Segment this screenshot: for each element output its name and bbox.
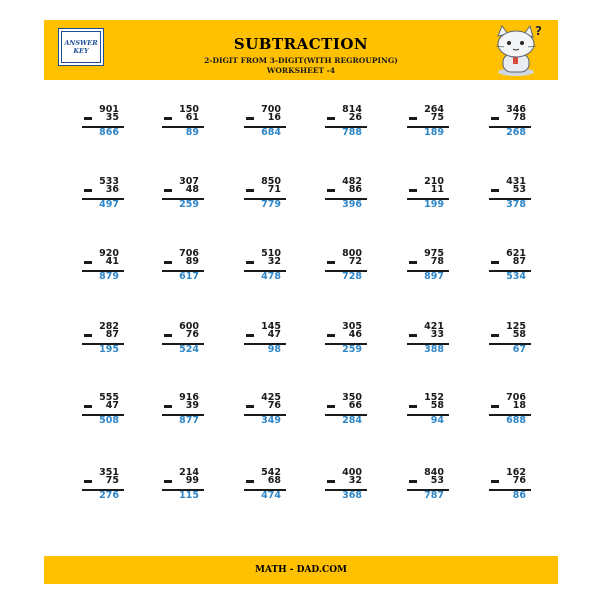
- minus-sign: [409, 480, 417, 483]
- minuend: 145: [261, 321, 281, 332]
- subtraction-problem: [242, 392, 288, 432]
- minus-sign: [84, 405, 92, 408]
- answer: 524: [179, 344, 199, 355]
- minuend: 162: [506, 467, 526, 478]
- answer: 478: [261, 271, 281, 282]
- subtrahend: 41: [105, 256, 119, 267]
- answer: 787: [424, 490, 444, 501]
- subtraction-problem: [80, 392, 126, 432]
- subtraction-problem: [405, 321, 451, 361]
- minus-sign: [246, 334, 254, 337]
- minuend: 307: [179, 176, 199, 187]
- minuend: 600: [179, 321, 199, 332]
- subtrahend: 87: [105, 329, 119, 340]
- svg-text:?: ?: [535, 24, 542, 38]
- minus-sign: [409, 261, 417, 264]
- subtraction-problem: [242, 104, 288, 144]
- subtrahend: 75: [105, 475, 119, 486]
- answer: 268: [506, 127, 526, 138]
- minuend: 840: [424, 467, 444, 478]
- subtrahend: 99: [185, 475, 199, 486]
- cat-mascot-icon: [486, 22, 550, 78]
- answer: 284: [342, 415, 362, 426]
- minuend: 916: [179, 392, 199, 403]
- answer: 788: [342, 127, 362, 138]
- subtrahend: 87: [512, 256, 526, 267]
- subtraction-problem: [323, 321, 369, 361]
- answer: 86: [512, 490, 526, 501]
- minuend: 533: [99, 176, 119, 187]
- minus-sign: [327, 480, 335, 483]
- subtraction-problem: [80, 176, 126, 216]
- answer: 534: [506, 271, 526, 282]
- subtrahend: 36: [105, 184, 119, 195]
- minus-sign: [491, 405, 499, 408]
- subtraction-problem: [323, 104, 369, 144]
- subtrahend: 47: [105, 400, 119, 411]
- subtraction-problem: [80, 104, 126, 144]
- subtraction-problem: [323, 467, 369, 507]
- subtrahend: 58: [512, 329, 526, 340]
- minus-sign: [409, 117, 417, 120]
- answer: 866: [99, 127, 119, 138]
- answer: 189: [424, 127, 444, 138]
- answer: 368: [342, 490, 362, 501]
- minuend: 350: [342, 392, 362, 403]
- minuend: 421: [424, 321, 444, 332]
- minuend: 542: [261, 467, 281, 478]
- answer: 349: [261, 415, 281, 426]
- subtraction-problem: [160, 321, 206, 361]
- minuend: 700: [261, 104, 281, 115]
- answer: 388: [424, 344, 444, 355]
- subtraction-problem: [405, 176, 451, 216]
- minus-sign: [246, 480, 254, 483]
- answer: 684: [261, 127, 281, 138]
- answer: 779: [261, 199, 281, 210]
- subtraction-problem: [323, 392, 369, 432]
- minuend: 400: [342, 467, 362, 478]
- subtrahend: 33: [430, 329, 444, 340]
- subtrahend: 16: [267, 112, 281, 123]
- subtraction-problem: [487, 321, 533, 361]
- answer: 508: [99, 415, 119, 426]
- answer: 259: [179, 199, 199, 210]
- subtrahend: 39: [185, 400, 199, 411]
- minus-sign: [164, 261, 172, 264]
- minuend: 850: [261, 176, 281, 187]
- minus-sign: [246, 261, 254, 264]
- subtraction-problem: [80, 248, 126, 288]
- subtraction-problem: [487, 392, 533, 432]
- subtrahend: 89: [185, 256, 199, 267]
- subtrahend: 76: [512, 475, 526, 486]
- subtrahend: 48: [185, 184, 199, 195]
- answer: 474: [261, 490, 281, 501]
- subtrahend: 58: [430, 400, 444, 411]
- minuend: 150: [179, 104, 199, 115]
- minuend: 975: [424, 248, 444, 259]
- subtraction-problem: [160, 176, 206, 216]
- answer: 897: [424, 271, 444, 282]
- minus-sign: [491, 189, 499, 192]
- minus-sign: [246, 117, 254, 120]
- answer: 98: [267, 344, 281, 355]
- answer: 617: [179, 271, 199, 282]
- minuend: 555: [99, 392, 119, 403]
- minuend: 621: [506, 248, 526, 259]
- minus-sign: [491, 334, 499, 337]
- minus-sign: [327, 405, 335, 408]
- subtraction-problem: [487, 467, 533, 507]
- minuend: 264: [424, 104, 444, 115]
- minus-sign: [327, 261, 335, 264]
- subtraction-problem: [323, 176, 369, 216]
- minus-sign: [84, 117, 92, 120]
- minus-sign: [327, 117, 335, 120]
- minus-sign: [246, 189, 254, 192]
- header-banner: [44, 20, 558, 80]
- minus-sign: [164, 480, 172, 483]
- worksheet-label: WORKSHEET -4: [266, 66, 336, 75]
- minuend: 125: [506, 321, 526, 332]
- answer: 879: [99, 271, 119, 282]
- subtraction-problem: [160, 104, 206, 144]
- subtrahend: 66: [348, 400, 362, 411]
- minus-sign: [327, 189, 335, 192]
- minus-sign: [491, 480, 499, 483]
- page-subtitle: 2-DIGIT FROM 3-DIGIT(WITH REGROUPING): [204, 56, 398, 65]
- subtrahend: 61: [185, 112, 199, 123]
- answer: 199: [424, 199, 444, 210]
- subtrahend: 68: [267, 475, 281, 486]
- subtraction-problem: [242, 248, 288, 288]
- subtrahend: 35: [105, 112, 119, 123]
- minus-sign: [164, 405, 172, 408]
- minuend: 706: [179, 248, 199, 259]
- minus-sign: [84, 261, 92, 264]
- subtrahend: 46: [348, 329, 362, 340]
- subtraction-problem: [160, 392, 206, 432]
- answer: 89: [185, 127, 199, 138]
- subtrahend: 47: [267, 329, 281, 340]
- subtrahend: 72: [348, 256, 362, 267]
- subtrahend: 53: [512, 184, 526, 195]
- minus-sign: [164, 189, 172, 192]
- subtrahend: 53: [430, 475, 444, 486]
- subtrahend: 78: [430, 256, 444, 267]
- minuend: 351: [99, 467, 119, 478]
- minus-sign: [409, 189, 417, 192]
- subtraction-problem: [405, 392, 451, 432]
- minuend: 706: [506, 392, 526, 403]
- minuend: 152: [424, 392, 444, 403]
- minuend: 800: [342, 248, 362, 259]
- subtraction-problem: [242, 467, 288, 507]
- subtraction-problem: [487, 248, 533, 288]
- minuend: 305: [342, 321, 362, 332]
- minus-sign: [246, 405, 254, 408]
- minuend: 214: [179, 467, 199, 478]
- subtrahend: 32: [348, 475, 362, 486]
- subtrahend: 78: [512, 112, 526, 123]
- answer: 94: [430, 415, 444, 426]
- answer-key-label: ANSWER KEY: [64, 39, 98, 55]
- minuend: 920: [99, 248, 119, 259]
- minus-sign: [84, 334, 92, 337]
- minus-sign: [164, 334, 172, 337]
- minuend: 482: [342, 176, 362, 187]
- minus-sign: [491, 261, 499, 264]
- minuend: 814: [342, 104, 362, 115]
- answer: 115: [179, 490, 199, 501]
- subtrahend: 71: [267, 184, 281, 195]
- subtraction-problem: [405, 467, 451, 507]
- subtraction-problem: [80, 321, 126, 361]
- answer: 276: [99, 490, 119, 501]
- subtrahend: 86: [348, 184, 362, 195]
- answer: 67: [512, 344, 526, 355]
- minus-sign: [491, 117, 499, 120]
- subtrahend: 75: [430, 112, 444, 123]
- subtraction-problem: [242, 176, 288, 216]
- minus-sign: [84, 189, 92, 192]
- subtraction-problem: [405, 104, 451, 144]
- subtrahend: 32: [267, 256, 281, 267]
- subtrahend: 18: [512, 400, 526, 411]
- answer: 195: [99, 344, 119, 355]
- minuend: 282: [99, 321, 119, 332]
- answer: 497: [99, 199, 119, 210]
- answer: 877: [179, 415, 199, 426]
- subtraction-problem: [242, 321, 288, 361]
- subtraction-problem: [80, 467, 126, 507]
- answer: 378: [506, 199, 526, 210]
- answer: 396: [342, 199, 362, 210]
- subtraction-problem: [405, 248, 451, 288]
- answer: 728: [342, 271, 362, 282]
- minuend: 431: [506, 176, 526, 187]
- minus-sign: [84, 480, 92, 483]
- answer: 259: [342, 344, 362, 355]
- subtrahend: 76: [267, 400, 281, 411]
- subtraction-problem: [160, 467, 206, 507]
- minus-sign: [164, 117, 172, 120]
- minus-sign: [409, 405, 417, 408]
- minuend: 425: [261, 392, 281, 403]
- minuend: 346: [506, 104, 526, 115]
- minus-sign: [327, 334, 335, 337]
- answer: 688: [506, 415, 526, 426]
- subtraction-problem: [487, 176, 533, 216]
- subtraction-problem: [487, 104, 533, 144]
- page-title: SUBTRACTION: [233, 35, 369, 53]
- subtrahend: 76: [185, 329, 199, 340]
- subtraction-problem: [160, 248, 206, 288]
- minuend: 210: [424, 176, 444, 187]
- footer-banner: [44, 556, 558, 584]
- minuend: 510: [261, 248, 281, 259]
- minus-sign: [409, 334, 417, 337]
- subtrahend: 26: [348, 112, 362, 123]
- minuend: 901: [99, 104, 119, 115]
- footer-site: MATH - DAD.COM: [254, 565, 348, 575]
- subtraction-problem: [323, 248, 369, 288]
- subtrahend: 11: [430, 184, 444, 195]
